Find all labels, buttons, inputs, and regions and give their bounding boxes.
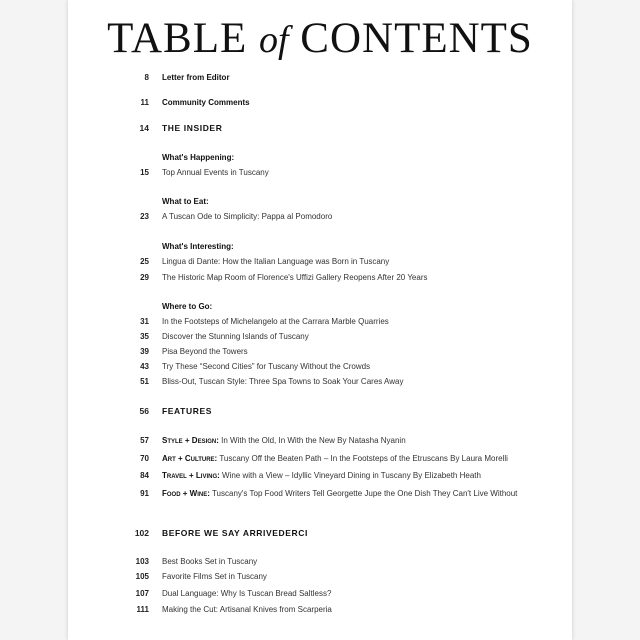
page-number: 23 xyxy=(140,212,149,221)
toc-entry[interactable] xyxy=(0,255,640,269)
page-number: 103 xyxy=(135,557,149,566)
page-number: 70 xyxy=(140,454,149,463)
entry-title: Discover the Stunning Islands of Tuscany xyxy=(162,332,309,341)
toc-section-before-we-say-arrivederci[interactable] xyxy=(0,526,640,540)
entry-title: Top Annual Events in Tuscany xyxy=(162,168,269,177)
entry-title: Dual Language: Why Is Tuscan Bread Saltless? xyxy=(162,589,332,598)
page-number: 39 xyxy=(140,347,149,356)
toc-entry[interactable] xyxy=(0,166,640,180)
page-number: 107 xyxy=(135,589,149,598)
feature-category: Art + Culture: xyxy=(162,454,218,463)
page-number: 51 xyxy=(140,377,149,386)
page-number: 84 xyxy=(140,471,149,480)
page-number: 8 xyxy=(144,73,149,82)
feature-description: Wine with a View – Idyllic Vineyard Dining in Tuscany By Elizabeth Heath xyxy=(219,471,481,480)
section-title: BEFORE WE SAY ARRIVEDERCI xyxy=(162,528,308,538)
feature-description: Tuscany Off the Beaten Path – In the Footsteps of the Etruscans By Laura Morelli xyxy=(217,454,508,463)
feature-category: Food + Wine: xyxy=(162,489,210,498)
toc-feature-entry[interactable] xyxy=(0,469,640,483)
entry-title xyxy=(162,452,508,466)
subheading-where-to-go: Where to Go: xyxy=(162,302,213,311)
toc-feature-entry[interactable] xyxy=(0,487,640,501)
toc-entry[interactable] xyxy=(0,555,640,569)
page-number: 111 xyxy=(136,605,149,614)
toc-feature-entry[interactable] xyxy=(0,452,640,466)
toc-entry[interactable] xyxy=(0,271,640,285)
toc-section-the-insider[interactable] xyxy=(0,121,640,135)
subheading-what-to-eat: What to Eat: xyxy=(162,197,209,206)
page-number: 91 xyxy=(140,489,149,498)
toc-entry[interactable] xyxy=(0,315,640,329)
page-number: 15 xyxy=(140,168,149,177)
entry-title: Pisa Beyond the Towers xyxy=(162,347,248,356)
toc-entry[interactable] xyxy=(0,330,640,344)
entry-title: Best Books Set in Tuscany xyxy=(162,557,258,566)
entry-title: Lingua di Dante: How the Italian Language was Born in Tuscany xyxy=(162,257,390,266)
feature-description: Tuscany's Top Food Writers Tell Georgette Jupe the One Dish They Can't Live Without xyxy=(209,489,518,498)
entry-title xyxy=(162,487,517,501)
toc-entry-letter-from-editor[interactable] xyxy=(0,71,640,85)
feature-category: Style + Design: xyxy=(162,436,219,445)
page-title xyxy=(0,16,640,63)
subheading-whats-happening: What's Happening: xyxy=(162,153,235,162)
page-number: 102 xyxy=(134,528,149,538)
toc-entry[interactable] xyxy=(0,210,640,224)
subheading-whats-interesting: What's Interesting: xyxy=(162,242,234,251)
toc-entry[interactable] xyxy=(0,345,640,359)
toc-feature-entry[interactable] xyxy=(0,434,640,448)
section-title: THE INSIDER xyxy=(162,123,223,133)
toc-section-features[interactable] xyxy=(0,404,640,418)
entry-title: The Historic Map Room of Florence's Uffizi Gallery Reopens After 20 Years xyxy=(162,273,428,282)
entry-title: Making the Cut: Artisanal Knives from Scarperia xyxy=(162,605,332,614)
toc-entry[interactable] xyxy=(0,587,640,601)
page-number: 105 xyxy=(135,572,149,581)
page-number: 25 xyxy=(140,257,149,266)
section-title: FEATURES xyxy=(162,406,212,416)
page-number: 14 xyxy=(139,123,149,133)
toc-entry[interactable] xyxy=(0,570,640,584)
page-number: 35 xyxy=(140,332,149,341)
entry-title xyxy=(162,434,406,448)
feature-description: In With the Old, In With the New By Natasha Nyanin xyxy=(218,436,406,445)
page-number: 11 xyxy=(140,98,149,107)
toc-entry[interactable] xyxy=(0,360,640,374)
toc-entry[interactable] xyxy=(0,375,640,389)
entry-title: In the Footsteps of Michelangelo at the Carrara Marble Quarries xyxy=(162,317,389,326)
feature-category: Travel + Living: xyxy=(162,471,220,480)
title-main: TABLE xyxy=(107,15,248,62)
entry-title xyxy=(162,469,481,483)
toc-entry[interactable] xyxy=(0,603,640,617)
entry-title: Letter from Editor xyxy=(162,73,230,82)
page-number: 43 xyxy=(140,362,149,371)
entry-title: Favorite Films Set in Tuscany xyxy=(162,572,267,581)
entry-title: Try These “Second Cities” for Tuscany Without the Crowds xyxy=(162,362,371,371)
entry-title: A Tuscan Ode to Simplicity: Pappa al Pomodoro xyxy=(162,212,333,221)
entry-title: Bliss-Out, Tuscan Style: Three Spa Towns to Soak Your Cares Away xyxy=(162,377,404,386)
entry-title: Community Comments xyxy=(162,98,250,107)
page-number: 29 xyxy=(140,273,149,282)
page-number: 57 xyxy=(140,436,149,445)
page-number: 31 xyxy=(140,317,149,326)
title-end: CONTENTS xyxy=(300,15,533,62)
title-of: of xyxy=(258,19,289,61)
toc-entry-community-comments[interactable] xyxy=(0,96,640,110)
page-number: 56 xyxy=(139,406,149,416)
